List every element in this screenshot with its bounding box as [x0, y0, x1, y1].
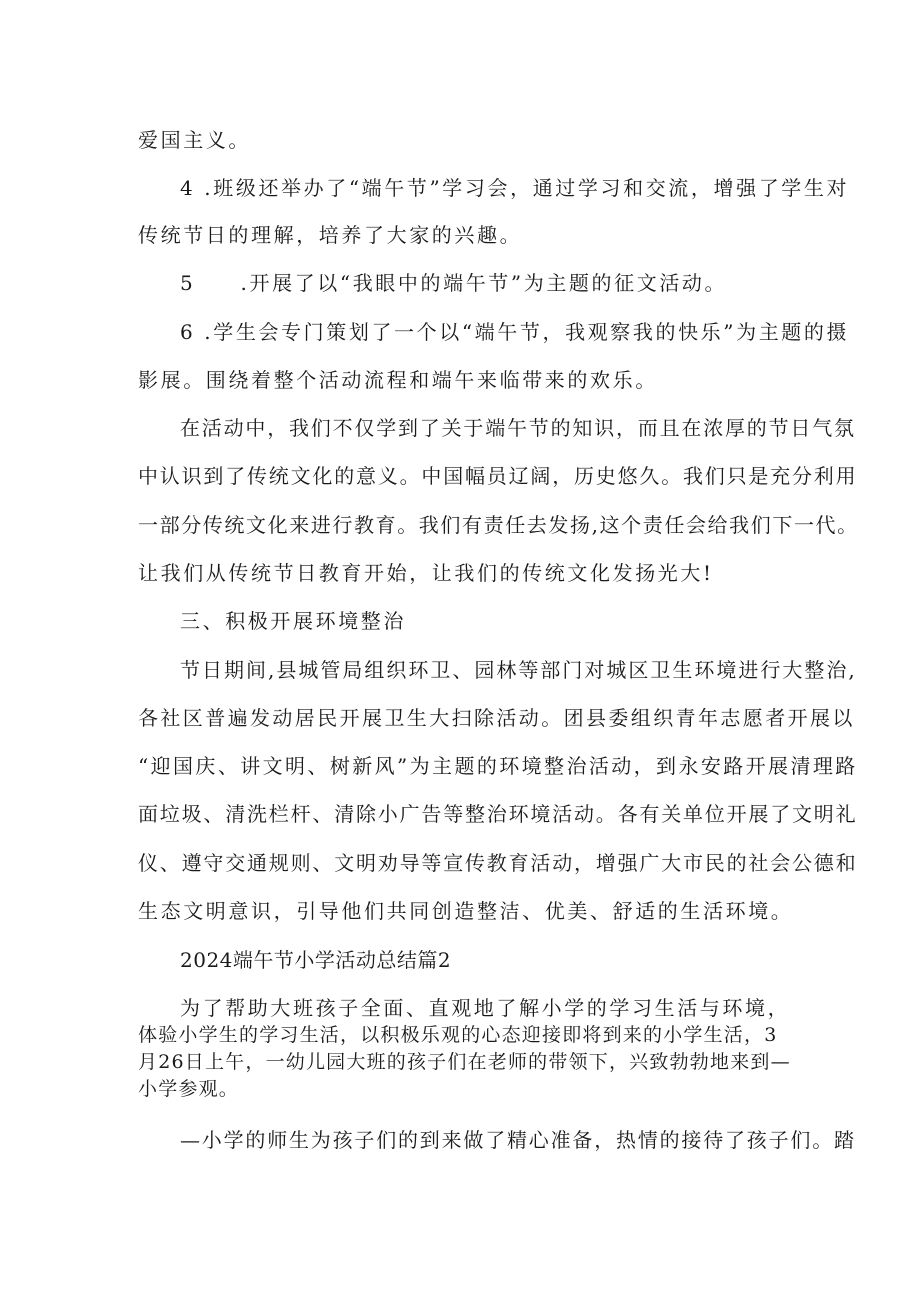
paragraph-line: 节日期间,县城管局组织环卫、园林等部门对城区卫生环境进行大整治,: [180, 658, 857, 682]
paragraph-line: 让我们从传统节日教育开始，让我们的传统文化发扬光大!: [138, 561, 714, 585]
list-item-6: 6 .学生会专门策划了一个以“端午节，我观察我的快乐”为主题的摄: [180, 320, 850, 344]
paragraph-line: 传统节日的理解，培养了大家的兴趣。: [138, 223, 523, 247]
paragraph-line: 月26日上午，一幼儿园大班的孩子们在老师的带领下，兴致勃勃地来到—: [138, 1051, 791, 1073]
paragraph-line: 爱国主义。: [138, 128, 251, 152]
article-title: 2024端午节小学活动总结篇2: [180, 948, 452, 972]
paragraph-line: 面垃圾、清洗栏杆、清除小广告等整治环境活动。各有关单位开展了文明礼: [138, 802, 858, 826]
list-item-4: 4 .班级还举办了“端午节”学习会，通过学习和交流，增强了学生对: [180, 176, 850, 200]
paragraph-line: 一部分传统文化来进行教育。我们有责任去发扬,这个责任会给我们下一代。: [138, 513, 859, 537]
list-item-5: 5 .开展了以“我眼中的端午节”为主题的征文活动。: [180, 271, 728, 295]
paragraph-line: “迎国庆、讲文明、树新风”为主题的环境整治活动，到永安路开展清理路: [138, 754, 858, 778]
paragraph-line: 仪、遵守交通规则、文明劝导等宣传教育活动，增强广大市民的社会公德和: [138, 851, 858, 875]
paragraph-line: 为了帮助大班孩子全面、直观地了解小学的学习生活与环境，: [180, 996, 791, 1020]
paragraph-line: 在活动中，我们不仅学到了关于端午节的知识，而且在浓厚的节日气氛: [180, 416, 856, 440]
paragraph-line: 影展。围绕着整个活动流程和端午来临带来的欢乐。: [138, 368, 658, 392]
section-heading: 三、积极开展环境整治: [180, 609, 406, 633]
paragraph-line: 体验小学生的学习生活，以积极乐观的心态迎接即将到来的小学生活，3: [138, 1024, 778, 1046]
paragraph-line: 各社区普遍发动居民开展卫生大扫除活动。团县委组织青年志愿者开展以: [138, 706, 855, 730]
paragraph-line: —小学的师生为孩子们的到来做了精心准备，热情的接待了孩子们。踏: [180, 1128, 856, 1152]
paragraph-line: 生态文明意识，引导他们共同创造整洁、优美、舒适的生活环境。: [138, 899, 794, 923]
paragraph-line: 小学参观。: [138, 1078, 240, 1100]
paragraph-line: 中认识到了传统文化的意义。中国幅员辽阔，历史悠久。我们只是充分利用: [138, 464, 858, 488]
